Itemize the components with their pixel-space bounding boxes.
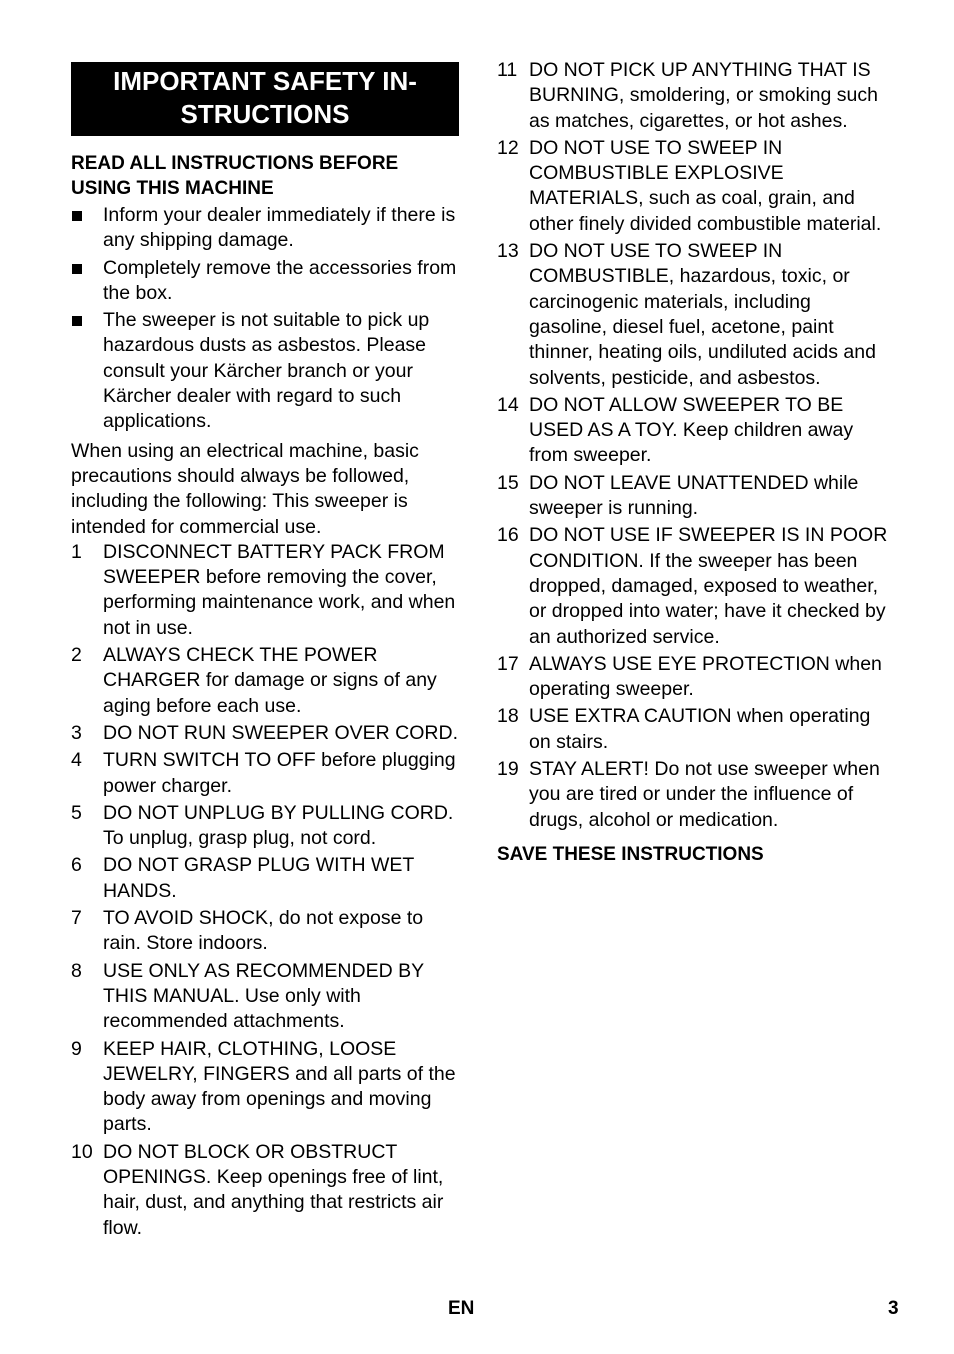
item-text: DO NOT GRASP PLUG WITH WET HANDS. xyxy=(103,854,414,902)
bullet-item xyxy=(71,203,459,254)
safety-item xyxy=(497,652,889,703)
safety-item xyxy=(497,136,889,237)
safety-item xyxy=(497,393,889,469)
item-number: 14 xyxy=(497,393,519,416)
safety-item xyxy=(71,540,459,641)
section-title: IMPORTANT SAFETY IN- STRUCTIONS xyxy=(71,62,459,136)
item-text: DO NOT USE IF SWEEPER IS IN POOR CONDITION. If the sweeper has been dropped, damaged, exposed to weather, or dropped into water; have it checked by an authorized service. xyxy=(529,524,888,648)
item-text: DO NOT ALLOW SWEEPER TO BE USED AS A TOY. Keep children away from sweeper. xyxy=(529,393,854,467)
item-text: DO NOT BLOCK OR OBSTRUCT OPENINGS. Keep openings free of lint, hair, dust, and anything that restricts air flow. xyxy=(103,1140,444,1239)
item-number: 7 xyxy=(71,907,82,930)
item-text: TO AVOID SHOCK, do not expose to rain. Store indoors. xyxy=(103,907,424,955)
safety-item xyxy=(497,523,889,649)
item-text: DO NOT USE TO SWEEP IN COMBUSTIBLE, hazardous, toxic, or carcinogenic materials, including gasoline, diesel fuel, acetone, paint thinner, heating oils, undiluted acids and solvents, pesticide, and asbestos. xyxy=(529,240,876,389)
item-text: USE EXTRA CAUTION when operating on stairs. xyxy=(529,705,871,753)
item-number: 6 xyxy=(71,854,82,877)
item-number: 2 xyxy=(71,644,82,667)
safety-item xyxy=(71,801,459,852)
item-number: 12 xyxy=(497,136,519,159)
bullet-text: Inform your dealer immediately if there is any shipping damage. xyxy=(103,204,456,252)
square-bullet-icon xyxy=(72,211,82,221)
read-instructions-heading: READ ALL INSTRUCTIONS BEFORE USING THIS MACHINE xyxy=(71,153,399,199)
item-text: ALWAYS USE EYE PROTECTION when operating sweeper. xyxy=(529,652,882,701)
safety-item xyxy=(71,906,459,957)
item-text: DISCONNECT BATTERY PACK FROM SWEEPER before removing the cover, performing maintenance work, and when not in use. xyxy=(103,540,456,639)
item-number: 9 xyxy=(71,1037,82,1060)
safety-item xyxy=(71,1140,459,1241)
item-number: 13 xyxy=(497,240,519,263)
bullet-list xyxy=(71,203,459,435)
left-column xyxy=(71,62,459,1243)
item-text: KEEP HAIR, CLOTHING, LOOSE JEWELRY, FINGERS and all parts of the body away from openings and moving parts. xyxy=(103,1037,456,1136)
page-number: 3 xyxy=(888,1298,899,1319)
save-instructions-heading: SAVE THESE INSTRUCTIONS xyxy=(497,843,764,865)
item-number: 16 xyxy=(497,524,519,547)
safety-item xyxy=(71,721,459,746)
item-number: 11 xyxy=(497,59,518,81)
safety-item xyxy=(497,471,889,522)
item-text: DO NOT USE TO SWEEP IN COMBUSTIBLE EXPLOSIVE MATERIALS, such as coal, grain, and other finely divided combustible material. xyxy=(529,136,882,235)
bullet-item xyxy=(71,308,459,434)
item-number: 5 xyxy=(71,801,82,824)
item-text: TURN SWITCH TO OFF before plugging power charger. xyxy=(103,749,456,797)
bullet-text: Completely remove the accessories from the box. xyxy=(103,256,457,304)
item-number: 19 xyxy=(497,758,519,781)
safety-item xyxy=(497,239,889,391)
item-number: 8 xyxy=(71,959,82,982)
square-bullet-icon xyxy=(72,264,82,274)
bullet-text: The sweeper is not suitable to pick up hazardous dusts as asbestos. Please consult your Kärcher branch or your Kärcher dealer with regard to such applications. xyxy=(103,309,430,433)
right-column xyxy=(497,58,889,867)
item-text: DO NOT UNPLUG BY PULLING CORD. To unplug, grasp plug, not cord. xyxy=(103,801,454,850)
safety-list-left xyxy=(71,540,459,1241)
item-number: 4 xyxy=(71,749,82,772)
square-bullet-icon xyxy=(72,316,82,326)
safety-list-right xyxy=(497,58,889,833)
item-text: USE ONLY AS RECOMMENDED BY THIS MANUAL. Use only with recommended attachments. xyxy=(103,959,424,1033)
safety-item xyxy=(71,643,459,719)
safety-item xyxy=(497,58,889,134)
footer-language: EN xyxy=(448,1298,475,1319)
safety-item xyxy=(497,704,889,755)
item-text: ALWAYS CHECK THE POWER CHARGER for damage or signs of any aging before each use. xyxy=(103,644,437,717)
safety-item xyxy=(497,757,889,833)
intro-paragraph: When using an electrical machine, basic precautions should always be followed, including the following: This sweeper is intended for commercial use. xyxy=(71,439,419,538)
item-text: DO NOT RUN SWEEPER OVER CORD. xyxy=(103,721,459,744)
item-number: 15 xyxy=(497,471,519,494)
item-text: DO NOT PICK UP ANYTHING THAT IS BURNING, smoldering, or smoking such as matches, cigarettes, or hot ashes. xyxy=(529,59,878,132)
item-number: 1 xyxy=(71,540,82,563)
item-number: 17 xyxy=(497,652,519,675)
item-text: DO NOT LEAVE UNATTENDED while sweeper is running. xyxy=(529,471,859,520)
safety-item xyxy=(71,1037,459,1138)
item-number: 10 xyxy=(71,1140,93,1163)
item-number: 18 xyxy=(497,705,519,728)
safety-item xyxy=(71,959,459,1035)
safety-item xyxy=(71,853,459,904)
bullet-item xyxy=(71,256,459,307)
item-text: STAY ALERT! Do not use sweeper when you are tired or under the influence of drugs, alcohol or medication. xyxy=(529,758,880,831)
safety-item xyxy=(71,748,459,799)
item-number: 3 xyxy=(71,721,82,744)
